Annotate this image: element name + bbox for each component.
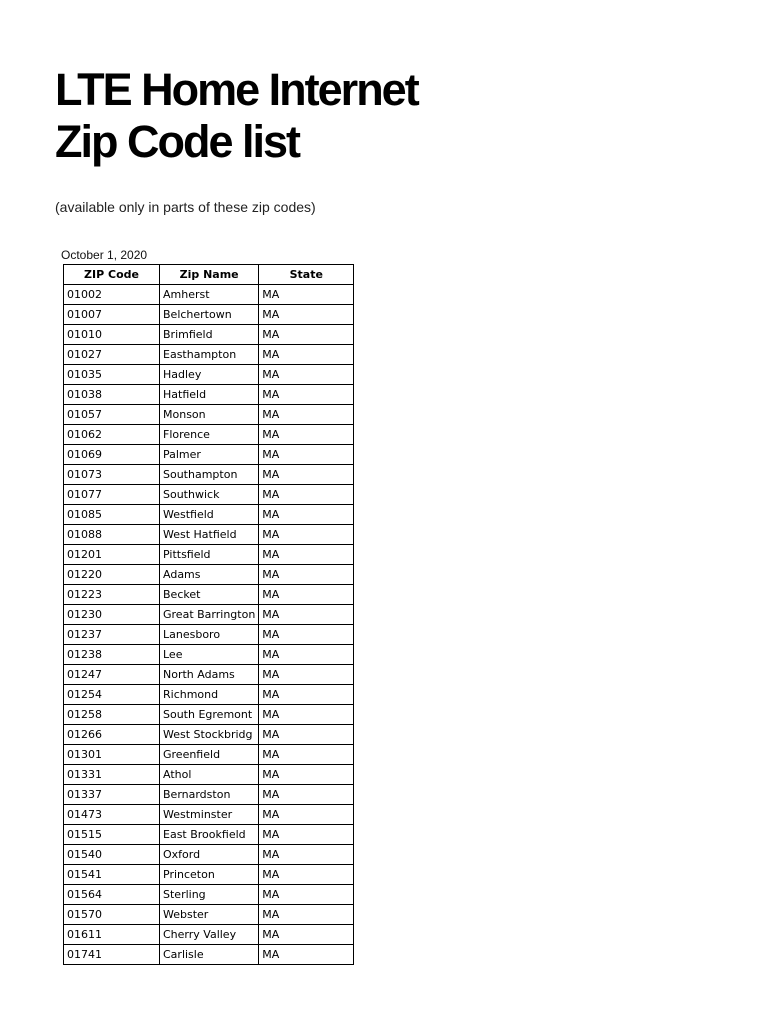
table-row [64,385,354,405]
table-row [64,725,354,745]
zip-code-cell: 01057 [64,405,160,425]
zip-name-cell: Bernardston [160,785,259,805]
zip-name-cell: Westminster [160,805,259,825]
table-row [64,465,354,485]
state-cell: MA [259,765,354,785]
zip-code-cell: 01331 [64,765,160,785]
zip-name-cell: East Brookfield [160,825,259,845]
zip-name-cell: Adams [160,565,259,585]
table-row [64,425,354,445]
table-row [64,505,354,525]
zip-code-cell: 01002 [64,285,160,305]
table-row [64,685,354,705]
zip-code-cell: 01088 [64,525,160,545]
zip-code-cell: 01247 [64,665,160,685]
zip-code-cell: 01007 [64,305,160,325]
zip-name-cell: Richmond [160,685,259,705]
zip-code-cell: 01035 [64,365,160,385]
table-row [64,605,354,625]
state-cell: MA [259,545,354,565]
state-cell: MA [259,725,354,745]
zip-name-cell: West Hatfield [160,525,259,545]
state-cell: MA [259,465,354,485]
table-row [64,585,354,605]
state-cell: MA [259,825,354,845]
zip-code-cell: 01741 [64,945,160,965]
state-cell: MA [259,485,354,505]
zip-name-cell: Southwick [160,485,259,505]
header-state: State [259,265,354,285]
zip-name-cell: Monson [160,405,259,425]
table-row [64,905,354,925]
state-cell: MA [259,925,354,945]
zip-name-cell: Webster [160,905,259,925]
table-row [64,565,354,585]
zip-name-cell: Palmer [160,445,259,465]
zip-code-cell: 01540 [64,845,160,865]
header-zip-code: ZIP Code [64,265,160,285]
zip-name-cell: Athol [160,765,259,785]
zip-code-cell: 01201 [64,545,160,565]
state-cell: MA [259,385,354,405]
table-row [64,405,354,425]
state-cell: MA [259,685,354,705]
zip-code-cell: 01238 [64,645,160,665]
table-row [64,825,354,845]
availability-note: (available only in parts of these zip codes) [55,199,316,215]
state-cell: MA [259,405,354,425]
zip-code-cell: 01564 [64,885,160,905]
table-row [64,345,354,365]
zip-code-cell: 01541 [64,865,160,885]
header-zip-name: Zip Name [160,265,259,285]
zip-code-cell: 01237 [64,625,160,645]
zip-code-cell: 01069 [64,445,160,465]
zip-code-cell: 01220 [64,565,160,585]
zip-code-cell: 01611 [64,925,160,945]
zip-name-cell: Lanesboro [160,625,259,645]
zip-name-cell: Florence [160,425,259,445]
zip-name-cell: Oxford [160,845,259,865]
state-cell: MA [259,865,354,885]
table-row [64,665,354,685]
zip-name-cell: Cherry Valley [160,925,259,945]
zip-code-cell: 01570 [64,905,160,925]
state-cell: MA [259,665,354,685]
zip-code-cell: 01230 [64,605,160,625]
state-cell: MA [259,645,354,665]
zip-code-cell: 01301 [64,745,160,765]
state-cell: MA [259,605,354,625]
zip-name-cell: Amherst [160,285,259,305]
state-cell: MA [259,845,354,865]
zip-code-cell: 01085 [64,505,160,525]
state-cell: MA [259,905,354,925]
table-row [64,865,354,885]
zip-name-cell: Sterling [160,885,259,905]
zip-code-cell: 01258 [64,705,160,725]
table-row [64,525,354,545]
zip-name-cell: Southampton [160,465,259,485]
zip-name-cell: South Egremont [160,705,259,725]
zip-name-cell: North Adams [160,665,259,685]
zip-code-cell: 01254 [64,685,160,705]
state-cell: MA [259,285,354,305]
zip-code-cell: 01073 [64,465,160,485]
zip-code-table [63,264,354,965]
table-row [64,325,354,345]
zip-name-cell: Easthampton [160,345,259,365]
zip-code-cell: 01062 [64,425,160,445]
state-cell: MA [259,425,354,445]
state-cell: MA [259,345,354,365]
zip-name-cell: Great Barrington [160,605,259,625]
zip-code-cell: 01473 [64,805,160,825]
table-row [64,365,354,385]
table-row [64,845,354,865]
zip-name-cell: Lee [160,645,259,665]
table-row [64,305,354,325]
zip-code-cell: 01038 [64,385,160,405]
document-title [55,64,418,168]
table-row [64,285,354,305]
table-row [64,745,354,765]
zip-code-cell: 01266 [64,725,160,745]
zip-name-cell: Hatfield [160,385,259,405]
state-cell: MA [259,505,354,525]
table-row [64,625,354,645]
table-row [64,805,354,825]
zip-name-cell: Brimfield [160,325,259,345]
zip-name-cell: West Stockbridg [160,725,259,745]
state-cell: MA [259,585,354,605]
title-line-2: Zip Code list [55,116,299,167]
zip-code-cell: 01223 [64,585,160,605]
state-cell: MA [259,885,354,905]
zip-name-cell: Westfield [160,505,259,525]
table-row [64,645,354,665]
zip-name-cell: Pittsfield [160,545,259,565]
state-cell: MA [259,525,354,545]
zip-code-cell: 01027 [64,345,160,365]
zip-name-cell: Belchertown [160,305,259,325]
title-line-1: LTE Home Internet [55,64,418,115]
zip-code-cell: 01337 [64,785,160,805]
table-row [64,885,354,905]
zip-code-cell: 01010 [64,325,160,345]
zip-name-cell: Greenfield [160,745,259,765]
table-row [64,705,354,725]
list-date: October 1, 2020 [61,248,148,262]
state-cell: MA [259,305,354,325]
state-cell: MA [259,365,354,385]
table-row [64,945,354,965]
state-cell: MA [259,745,354,765]
zip-code-cell: 01077 [64,485,160,505]
table-row [64,785,354,805]
state-cell: MA [259,705,354,725]
state-cell: MA [259,325,354,345]
table-row [64,445,354,465]
state-cell: MA [259,945,354,965]
table-row [64,765,354,785]
state-cell: MA [259,805,354,825]
state-cell: MA [259,565,354,585]
table-row [64,485,354,505]
table-row [64,545,354,565]
table-header-row [64,265,354,285]
zip-name-cell: Hadley [160,365,259,385]
zip-code-cell: 01515 [64,825,160,845]
zip-name-cell: Princeton [160,865,259,885]
zip-name-cell: Becket [160,585,259,605]
state-cell: MA [259,625,354,645]
state-cell: MA [259,445,354,465]
table-row [64,925,354,945]
zip-name-cell: Carlisle [160,945,259,965]
state-cell: MA [259,785,354,805]
